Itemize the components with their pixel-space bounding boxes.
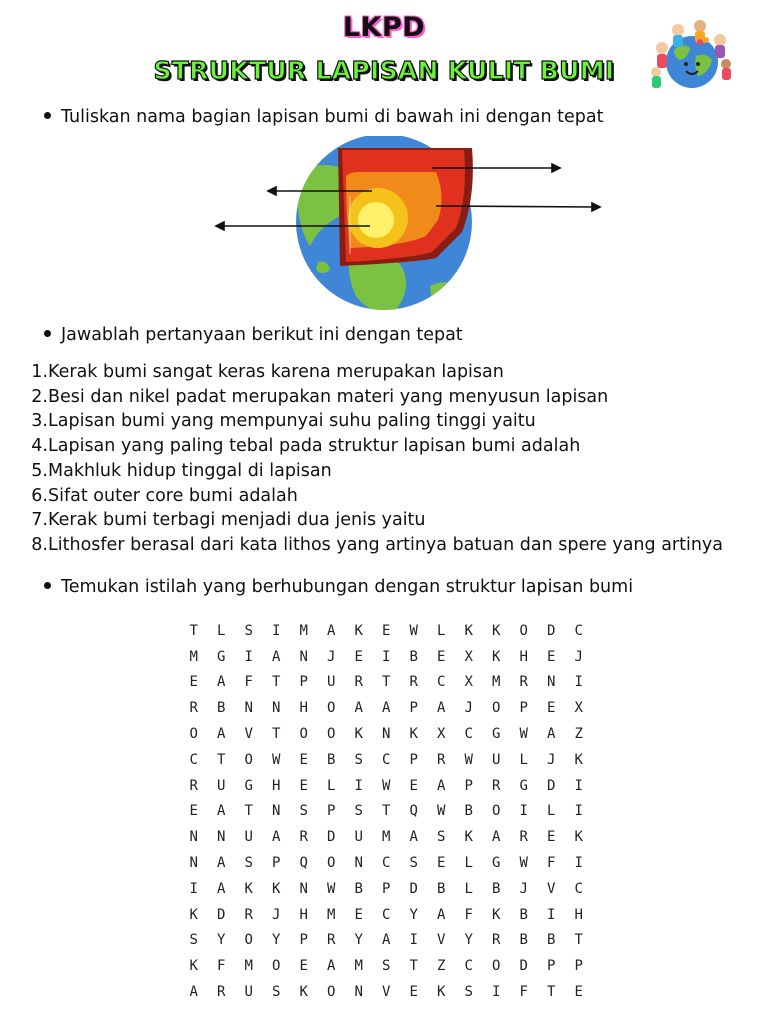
word-search-letter[interactable]: A: [354, 700, 363, 717]
question-number: 5.: [31, 460, 48, 481]
word-search-letter[interactable]: B: [409, 648, 418, 665]
word-search-letter[interactable]: J: [574, 648, 583, 665]
word-search-letter[interactable]: B: [217, 700, 226, 717]
word-search-letter[interactable]: M: [299, 622, 308, 639]
word-search-letter[interactable]: B: [519, 906, 528, 923]
word-search-letter[interactable]: I: [574, 674, 583, 691]
word-search-letter[interactable]: N: [244, 700, 253, 717]
word-search-letter[interactable]: A: [272, 648, 281, 665]
word-search-letter[interactable]: A: [437, 906, 446, 923]
word-search-letter[interactable]: M: [382, 829, 391, 846]
word-search-letter[interactable]: C: [464, 958, 473, 975]
word-search-letter[interactable]: T: [382, 674, 391, 691]
word-search-row: [180, 876, 593, 902]
word-search-letter[interactable]: N: [299, 648, 308, 665]
word-search-letter[interactable]: S: [464, 984, 473, 1001]
worksheet-subtitle: STRUKTUR LAPISAN KULIT BUMI: [153, 56, 615, 85]
word-search-letter[interactable]: E: [354, 648, 363, 665]
word-search-letter[interactable]: I: [244, 648, 253, 665]
word-search-letter[interactable]: T: [217, 751, 226, 768]
word-search-letter[interactable]: K: [464, 622, 473, 639]
word-search-letter[interactable]: T: [574, 932, 583, 949]
word-search-letter[interactable]: A: [382, 932, 391, 949]
word-search-letter[interactable]: A: [217, 726, 226, 743]
question-item: [28, 409, 758, 434]
word-search-row: [180, 644, 593, 670]
word-search-letter[interactable]: G: [217, 648, 226, 665]
word-search-row: [180, 695, 593, 721]
word-search-letter[interactable]: P: [519, 700, 528, 717]
word-search-letter[interactable]: P: [464, 777, 473, 794]
word-search-letter[interactable]: J: [547, 751, 556, 768]
word-search-letter[interactable]: F: [519, 984, 528, 1001]
word-search-letter[interactable]: K: [244, 880, 253, 897]
word-search-letter[interactable]: L: [547, 803, 556, 820]
word-search-letter[interactable]: W: [519, 726, 528, 743]
word-search-letter[interactable]: E: [354, 906, 363, 923]
word-search-letter[interactable]: E: [299, 751, 308, 768]
word-search-letter[interactable]: R: [492, 932, 501, 949]
word-search-row: [180, 747, 593, 773]
inner-core-layer: [358, 202, 394, 238]
question-text: Lapisan yang paling tebal pada struktur lapisan bumi adalah: [48, 436, 581, 457]
word-search-letter[interactable]: U: [492, 751, 501, 768]
word-search-letter[interactable]: A: [437, 700, 446, 717]
word-search-letter[interactable]: C: [574, 622, 583, 639]
word-search-letter[interactable]: M: [354, 958, 363, 975]
question-number: 8.: [31, 534, 48, 555]
question-number: 4.: [31, 436, 48, 457]
question-item: [28, 360, 758, 385]
word-search-letter[interactable]: T: [272, 726, 281, 743]
word-search-letter[interactable]: O: [327, 726, 336, 743]
word-search-letter[interactable]: F: [547, 855, 556, 872]
word-search-letter[interactable]: D: [547, 777, 556, 794]
word-search-letter[interactable]: O: [327, 984, 336, 1001]
word-search-letter[interactable]: R: [217, 984, 226, 1001]
word-search-letter[interactable]: G: [492, 726, 501, 743]
word-search-row: [180, 773, 593, 799]
word-search-letter[interactable]: R: [189, 777, 198, 794]
word-search-letter[interactable]: L: [464, 855, 473, 872]
word-search-letter[interactable]: D: [519, 958, 528, 975]
word-search-letter[interactable]: F: [217, 958, 226, 975]
word-search-letter[interactable]: R: [327, 932, 336, 949]
word-search-letter[interactable]: N: [354, 855, 363, 872]
word-search-letter[interactable]: W: [519, 855, 528, 872]
word-search-letter[interactable]: G: [519, 777, 528, 794]
word-search-letter[interactable]: B: [354, 880, 363, 897]
word-search-letter[interactable]: D: [327, 829, 336, 846]
earth-with-children-icon: [644, 18, 736, 98]
word-search-letter[interactable]: O: [327, 855, 336, 872]
word-search-letter[interactable]: F: [464, 906, 473, 923]
word-search-letter[interactable]: S: [382, 958, 391, 975]
word-search-letter[interactable]: N: [354, 984, 363, 1001]
word-search-letter[interactable]: E: [409, 777, 418, 794]
word-search-letter[interactable]: V: [244, 726, 253, 743]
word-search-letter[interactable]: N: [299, 880, 308, 897]
word-search-letter[interactable]: H: [299, 700, 308, 717]
word-search-letter[interactable]: E: [409, 984, 418, 1001]
word-search-letter[interactable]: R: [519, 829, 528, 846]
word-search-letter[interactable]: J: [519, 880, 528, 897]
question-text: Sifat outer core bumi adalah: [48, 485, 298, 506]
word-search-letter[interactable]: E: [189, 674, 198, 691]
word-search-letter[interactable]: W: [327, 880, 336, 897]
word-search-letter[interactable]: O: [244, 932, 253, 949]
word-search-letter[interactable]: N: [382, 726, 391, 743]
word-search-letter[interactable]: L: [437, 622, 446, 639]
word-search-letter[interactable]: B: [492, 880, 501, 897]
bullet-dot: [44, 112, 51, 119]
word-search-letter[interactable]: H: [299, 906, 308, 923]
bullet-dot: [44, 330, 51, 337]
word-search-letter[interactable]: R: [492, 777, 501, 794]
question-item: [28, 434, 758, 459]
question-list: [28, 360, 758, 558]
question-text: Makhluk hidup tinggal di lapisan: [48, 460, 332, 481]
word-search-letter[interactable]: A: [327, 958, 336, 975]
word-search-letter[interactable]: O: [492, 958, 501, 975]
word-search-letter[interactable]: P: [299, 674, 308, 691]
word-search-letter[interactable]: A: [547, 726, 556, 743]
word-search-letter[interactable]: L: [217, 622, 226, 639]
word-search-letter[interactable]: A: [217, 803, 226, 820]
word-search-row: [180, 928, 593, 954]
word-search-letter[interactable]: I: [492, 984, 501, 1001]
word-search-letter[interactable]: I: [189, 880, 198, 897]
word-search-letter[interactable]: R: [299, 829, 308, 846]
word-search-letter[interactable]: T: [272, 674, 281, 691]
word-search-letter[interactable]: I: [574, 803, 583, 820]
word-search-letter[interactable]: A: [217, 880, 226, 897]
word-search-letter[interactable]: J: [327, 648, 336, 665]
word-search-letter[interactable]: E: [299, 958, 308, 975]
word-search-letter[interactable]: W: [272, 751, 281, 768]
word-search-letter[interactable]: T: [382, 803, 391, 820]
word-search-letter[interactable]: A: [409, 829, 418, 846]
word-search-letter[interactable]: X: [464, 674, 473, 691]
word-search-letter[interactable]: C: [464, 726, 473, 743]
question-number: 7.: [31, 510, 48, 531]
word-search-letter[interactable]: O: [492, 700, 501, 717]
word-search-row: [180, 979, 593, 1005]
word-search-letter[interactable]: E: [574, 984, 583, 1001]
word-search-letter[interactable]: T: [244, 803, 253, 820]
word-search-letter[interactable]: O: [327, 700, 336, 717]
word-search-letter[interactable]: E: [547, 829, 556, 846]
word-search-letter[interactable]: N: [547, 674, 556, 691]
word-search-letter[interactable]: E: [547, 648, 556, 665]
word-search-letter[interactable]: C: [382, 751, 391, 768]
bullet-dot: [44, 582, 51, 589]
word-search-letter[interactable]: K: [492, 622, 501, 639]
word-search-letter[interactable]: K: [189, 958, 198, 975]
word-search-letter[interactable]: G: [492, 855, 501, 872]
word-search-letter[interactable]: S: [244, 622, 253, 639]
word-search-letter[interactable]: I: [354, 777, 363, 794]
word-search-letter[interactable]: S: [354, 751, 363, 768]
word-search-letter[interactable]: N: [272, 803, 281, 820]
word-search-letter[interactable]: C: [189, 751, 198, 768]
word-search-letter[interactable]: K: [299, 984, 308, 1001]
word-search-letter[interactable]: Y: [217, 932, 226, 949]
word-search-letter[interactable]: S: [354, 803, 363, 820]
word-search-letter[interactable]: U: [244, 829, 253, 846]
word-search-letter[interactable]: N: [217, 829, 226, 846]
word-search-letter[interactable]: U: [244, 984, 253, 1001]
word-search-letter[interactable]: W: [437, 803, 446, 820]
word-search-letter[interactable]: A: [272, 829, 281, 846]
question-item: [28, 533, 758, 558]
word-search-letter[interactable]: L: [327, 777, 336, 794]
word-search-letter[interactable]: S: [244, 855, 253, 872]
word-search-letter[interactable]: G: [244, 777, 253, 794]
word-search-letter[interactable]: S: [437, 829, 446, 846]
word-search-letter[interactable]: V: [547, 880, 556, 897]
word-search-letter[interactable]: O: [244, 751, 253, 768]
word-search-row: [180, 618, 593, 644]
word-search-letter[interactable]: Z: [574, 726, 583, 743]
word-search-letter[interactable]: I: [574, 777, 583, 794]
word-search-letter[interactable]: E: [547, 700, 556, 717]
word-search-letter[interactable]: K: [354, 622, 363, 639]
word-search-letter[interactable]: H: [519, 648, 528, 665]
word-search-row: [180, 721, 593, 747]
instruction-text: Jawablah pertanyaan berikut ini dengan tepat: [61, 325, 463, 345]
word-search-letter[interactable]: K: [492, 906, 501, 923]
word-search-letter[interactable]: P: [574, 958, 583, 975]
word-search-grid: [180, 618, 593, 1005]
word-search-letter[interactable]: S: [409, 855, 418, 872]
word-search-letter[interactable]: I: [382, 648, 391, 665]
word-search-letter[interactable]: T: [409, 958, 418, 975]
word-search-letter[interactable]: O: [272, 958, 281, 975]
word-search-letter[interactable]: M: [492, 674, 501, 691]
question-number: 6.: [31, 485, 48, 506]
word-search-letter[interactable]: H: [272, 777, 281, 794]
earth-layers-diagram: [200, 136, 620, 320]
instruction-text: Temukan istilah yang berhubungan dengan struktur lapisan bumi: [61, 577, 634, 597]
word-search-letter[interactable]: B: [327, 751, 336, 768]
question-number: 3.: [31, 411, 48, 432]
word-search-letter[interactable]: K: [437, 984, 446, 1001]
word-search-letter[interactable]: C: [437, 674, 446, 691]
word-search-letter[interactable]: P: [409, 700, 418, 717]
word-search-letter[interactable]: A: [437, 777, 446, 794]
word-search-letter[interactable]: C: [382, 855, 391, 872]
instruction-text: Tuliskan nama bagian lapisan bumi di bawah ini dengan tepat: [61, 107, 604, 127]
word-search-letter[interactable]: K: [189, 906, 198, 923]
word-search-letter[interactable]: S: [189, 932, 198, 949]
word-search-letter[interactable]: J: [272, 906, 281, 923]
word-search-row: [180, 902, 593, 928]
word-search-letter[interactable]: W: [382, 777, 391, 794]
word-search-letter[interactable]: J: [464, 700, 473, 717]
instruction-label-layers: [44, 107, 603, 127]
word-search-row: [180, 670, 593, 696]
word-search-letter[interactable]: B: [547, 932, 556, 949]
word-search-letter[interactable]: M: [244, 958, 253, 975]
word-search-letter[interactable]: M: [189, 648, 198, 665]
word-search-letter[interactable]: L: [519, 751, 528, 768]
instruction-answer-questions: [44, 325, 463, 345]
word-search-letter[interactable]: S: [272, 984, 281, 1001]
question-number: 1.: [31, 362, 48, 382]
word-search-letter[interactable]: P: [272, 855, 281, 872]
word-search-letter[interactable]: P: [299, 932, 308, 949]
word-search-letter[interactable]: K: [574, 829, 583, 846]
word-search-letter[interactable]: A: [189, 984, 198, 1001]
word-search-letter[interactable]: Y: [272, 932, 281, 949]
word-search-letter[interactable]: Y: [354, 932, 363, 949]
word-search-letter[interactable]: R: [437, 751, 446, 768]
word-search-letter[interactable]: B: [519, 932, 528, 949]
word-search-row: [180, 953, 593, 979]
question-text: Kerak bumi sangat keras karena merupakan lapisan: [48, 362, 504, 382]
word-search-letter[interactable]: E: [437, 855, 446, 872]
word-search-letter[interactable]: H: [574, 906, 583, 923]
word-search-letter[interactable]: M: [327, 906, 336, 923]
word-search-letter[interactable]: K: [574, 751, 583, 768]
question-text: Lapisan bumi yang mempunyai suhu paling tinggi yaitu: [48, 411, 536, 432]
word-search-letter[interactable]: A: [327, 622, 336, 639]
word-search-letter[interactable]: D: [409, 880, 418, 897]
word-search-letter[interactable]: P: [409, 751, 418, 768]
word-search-letter[interactable]: X: [437, 726, 446, 743]
word-search-letter[interactable]: U: [217, 777, 226, 794]
word-search-letter[interactable]: I: [272, 622, 281, 639]
question-item: [28, 508, 758, 533]
word-search-letter[interactable]: P: [382, 880, 391, 897]
word-search-letter[interactable]: I: [574, 855, 583, 872]
question-item: [28, 459, 758, 484]
word-search-letter[interactable]: U: [354, 829, 363, 846]
word-search-letter[interactable]: L: [464, 880, 473, 897]
worksheet-title: LKPD: [342, 12, 426, 43]
word-search-letter[interactable]: S: [299, 803, 308, 820]
word-search-letter[interactable]: O: [519, 622, 528, 639]
word-search-letter[interactable]: R: [189, 700, 198, 717]
word-search-row: [180, 850, 593, 876]
word-search-letter[interactable]: N: [189, 855, 198, 872]
word-search-letter[interactable]: N: [189, 829, 198, 846]
word-search-letter[interactable]: V: [437, 932, 446, 949]
word-search-row: [180, 799, 593, 825]
word-search-letter[interactable]: W: [464, 751, 473, 768]
word-search-letter[interactable]: E: [437, 648, 446, 665]
word-search-row: [180, 824, 593, 850]
word-search-letter[interactable]: R: [354, 674, 363, 691]
question-text: Lithosfer berasal dari kata lithos yang artinya batuan dan spere yang artinya: [48, 534, 724, 555]
word-search-letter[interactable]: K: [354, 726, 363, 743]
word-search-letter[interactable]: X: [574, 700, 583, 717]
word-search-letter[interactable]: K: [492, 648, 501, 665]
word-search-letter[interactable]: Q: [299, 855, 308, 872]
word-search-letter[interactable]: A: [382, 700, 391, 717]
question-text: Besi dan nikel padat merupakan materi yang menyusun lapisan: [48, 386, 609, 407]
word-search-letter[interactable]: I: [547, 906, 556, 923]
word-search-letter[interactable]: F: [244, 674, 253, 691]
question-number: 2.: [31, 386, 48, 407]
word-search-letter[interactable]: U: [327, 674, 336, 691]
word-search-letter[interactable]: W: [409, 622, 418, 639]
word-search-letter[interactable]: R: [409, 674, 418, 691]
word-search-letter[interactable]: E: [382, 622, 391, 639]
word-search-letter[interactable]: A: [492, 829, 501, 846]
word-search-letter[interactable]: I: [519, 803, 528, 820]
word-search-letter[interactable]: X: [464, 648, 473, 665]
word-search-letter[interactable]: K: [272, 880, 281, 897]
word-search-letter[interactable]: E: [189, 803, 198, 820]
word-search-letter[interactable]: A: [217, 674, 226, 691]
word-search-letter[interactable]: K: [464, 829, 473, 846]
word-search-letter[interactable]: O: [492, 803, 501, 820]
word-search-letter[interactable]: P: [547, 958, 556, 975]
word-search-letter[interactable]: A: [217, 855, 226, 872]
word-search-letter[interactable]: Z: [437, 958, 446, 975]
word-search-letter[interactable]: V: [382, 984, 391, 1001]
word-search-letter[interactable]: B: [437, 880, 446, 897]
word-search-letter[interactable]: T: [189, 622, 198, 639]
word-search-letter[interactable]: C: [574, 880, 583, 897]
word-search-letter[interactable]: D: [547, 622, 556, 639]
word-search-letter[interactable]: E: [299, 777, 308, 794]
word-search-letter[interactable]: R: [244, 906, 253, 923]
word-search-letter[interactable]: N: [272, 700, 281, 717]
question-item: [28, 484, 758, 509]
word-search-letter[interactable]: R: [519, 674, 528, 691]
question-item: [28, 385, 758, 410]
word-search-letter[interactable]: K: [409, 726, 418, 743]
word-search-letter[interactable]: B: [464, 803, 473, 820]
word-search-letter[interactable]: Q: [409, 803, 418, 820]
instruction-find-terms: [44, 577, 633, 597]
word-search-letter[interactable]: Y: [409, 906, 418, 923]
word-search-letter[interactable]: O: [189, 726, 198, 743]
question-text: Kerak bumi terbagi menjadi dua jenis yaitu: [48, 510, 426, 531]
word-search-letter[interactable]: I: [409, 932, 418, 949]
word-search-letter[interactable]: D: [217, 906, 226, 923]
word-search-letter[interactable]: C: [382, 906, 391, 923]
word-search-letter[interactable]: O: [299, 726, 308, 743]
word-search-letter[interactable]: Y: [464, 932, 473, 949]
word-search-letter[interactable]: P: [327, 803, 336, 820]
word-search-letter[interactable]: T: [547, 984, 556, 1001]
